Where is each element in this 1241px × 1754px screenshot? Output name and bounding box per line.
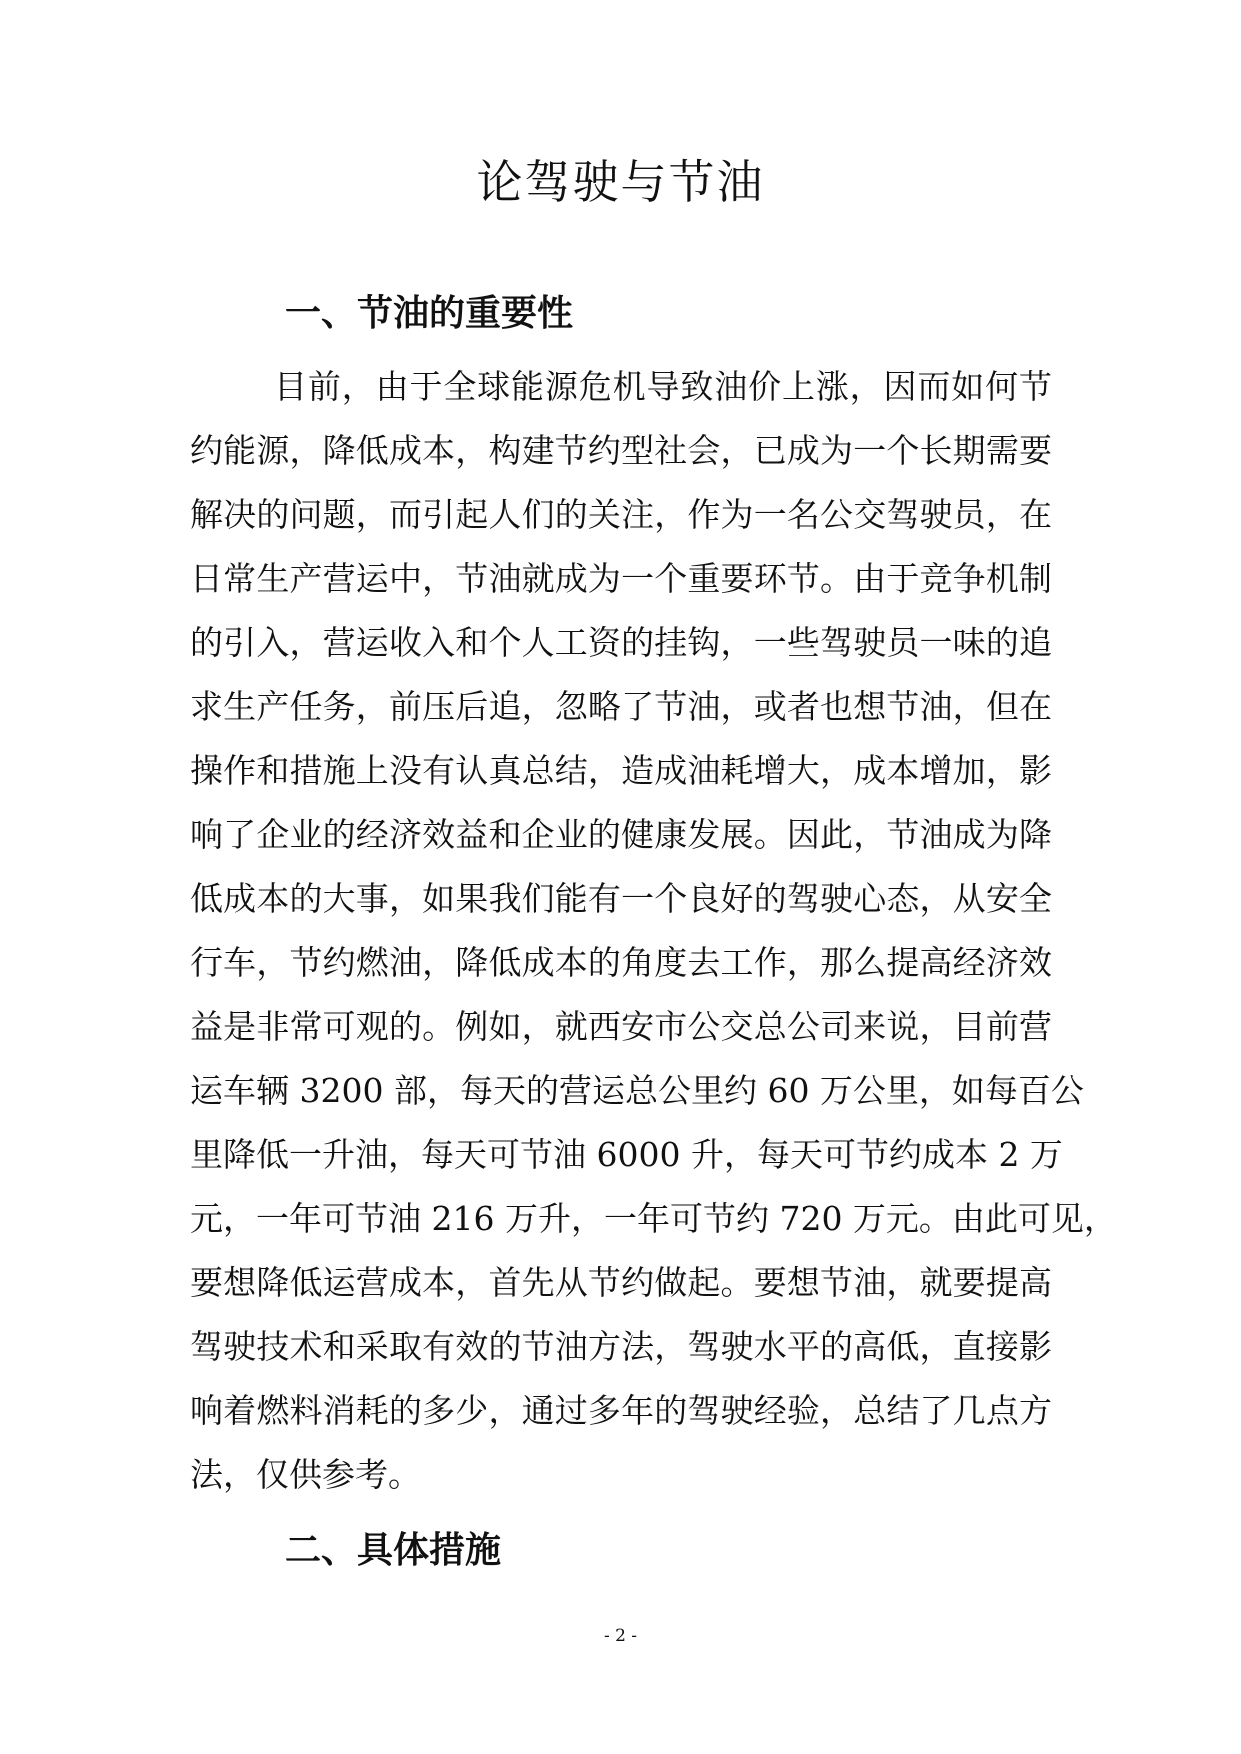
paragraph-line: 日常生产营运中，节油就成为一个重要环节。由于竞争机制 <box>190 559 1052 598</box>
paragraph-line: 要想降低运营成本，首先从节约做起。要想节油，就要提高 <box>190 1263 1052 1302</box>
paragraph-line: 法，仅供参考。 <box>190 1455 421 1494</box>
paragraph-line: 响着燃料消耗的多少，通过多年的驾驶经验，总结了几点方 <box>190 1391 1052 1430</box>
paragraph-line: 元，一年可节油 216 万升，一年可节约 720 万元。由此可见， <box>190 1199 1117 1238</box>
section-heading-importance: 一、节油的重要性 <box>285 293 574 334</box>
paragraph-line: 里降低一升油，每天可节油 6000 升，每天可节约成本 2 万 <box>190 1135 1063 1174</box>
paragraph-line: 的引入，营运收入和个人工资的挂钩，一些驾驶员一味的追 <box>190 623 1052 662</box>
paragraph-line: 目前，由于全球能源危机导致油价上涨，因而如何节 <box>274 367 1052 406</box>
section-body-paragraph <box>190 355 1117 1507</box>
paragraph-line: 低成本的大事，如果我们能有一个良好的驾驶心态，从安全 <box>190 879 1052 918</box>
paragraph-line: 响了企业的经济效益和企业的健康发展。因此，节油成为降 <box>190 815 1052 854</box>
paragraph-line: 运车辆 3200 部，每天的营运总公里约 60 万公里，如每百公 <box>190 1071 1084 1110</box>
paragraph-line: 求生产任务，前压后追，忽略了节油，或者也想节油，但在 <box>190 687 1052 726</box>
paragraph-line: 行车，节约燃油，降低成本的角度去工作，那么提高经济效 <box>190 943 1052 982</box>
page-number: - 2 - <box>603 1626 638 1646</box>
paragraph-line: 驾驶技术和采取有效的节油方法，驾驶水平的高低，直接影 <box>190 1327 1052 1366</box>
document-title: 论驾驶与节油 <box>476 155 765 209</box>
paragraph-line: 操作和措施上没有认真总结，造成油耗增大，成本增加，影 <box>190 751 1052 790</box>
paragraph-line: 益是非常可观的。例如，就西安市公交总公司来说，目前营 <box>190 1007 1052 1046</box>
section-heading-measures: 二、具体措施 <box>285 1530 502 1571</box>
paragraph-line: 约能源，降低成本，构建节约型社会，已成为一个长期需要 <box>190 431 1052 470</box>
paragraph-line: 解决的问题，而引起人们的关注，作为一名公交驾驶员，在 <box>190 495 1052 534</box>
